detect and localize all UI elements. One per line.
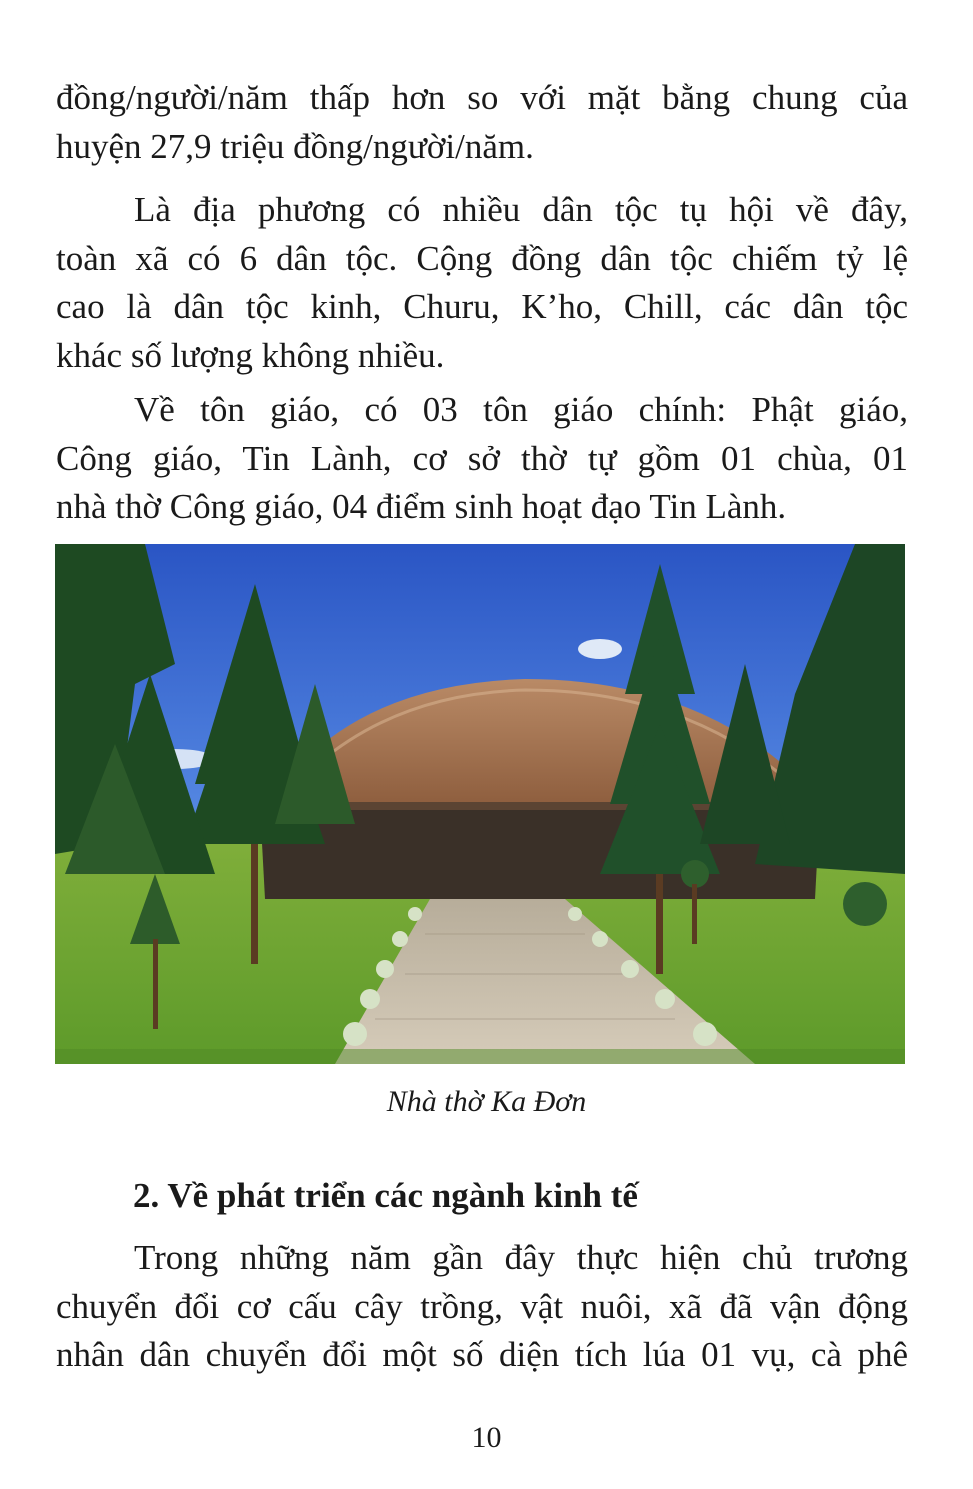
text-line: nhân dân chuyển đổi một số diện tích lúa 01 vụ, cà phê: [56, 1335, 908, 1374]
text-line: Là địa phương có nhiều dân tộc tụ hội về đây,: [134, 190, 908, 229]
photo-caption: Nhà thờ Ka Đơn: [386, 1085, 587, 1118]
church-photo: [55, 544, 905, 1064]
paragraph-ethnic-groups: [56, 186, 908, 380]
ka-don-church-illustration: [55, 544, 905, 1064]
text-line: khác số lượng không nhiều.: [56, 335, 445, 375]
text-line: chuyển đổi cơ cấu cây trồng, vật nuôi, xã đã vận động: [56, 1286, 908, 1326]
text-line: Công giáo, Tin Lành, cơ sở thờ tự gồm 01 chùa, 01: [56, 438, 908, 478]
text-line: cao là dân tộc kinh, Churu, K’ho, Chill, các dân tộc: [56, 287, 908, 326]
text-line: nhà thờ Công giáo, 04 điểm sinh hoạt đạo Tin Lành.: [56, 487, 787, 526]
text-line: huyện 27,9 triệu đồng/người/năm.: [56, 126, 534, 166]
section-heading: 2. Về phát triển các ngành kinh tế: [133, 1176, 638, 1215]
paragraph-economic-development: [56, 1234, 908, 1380]
text-line: đồng/người/năm thấp hơn so với mặt bằng chung của: [56, 78, 908, 117]
text-line: Về tôn giáo, có 03 tôn giáo chính: Phật giáo,: [134, 390, 908, 429]
paragraph-income: [56, 74, 908, 171]
text-line: Trong những năm gần đây thực hiện chủ trương: [134, 1238, 908, 1277]
paragraph-religion: [56, 386, 908, 532]
text-line: toàn xã có 6 dân tộc. Cộng đồng dân tộc chiếm tỷ lệ: [56, 238, 908, 278]
page-number: 10: [471, 1421, 502, 1454]
